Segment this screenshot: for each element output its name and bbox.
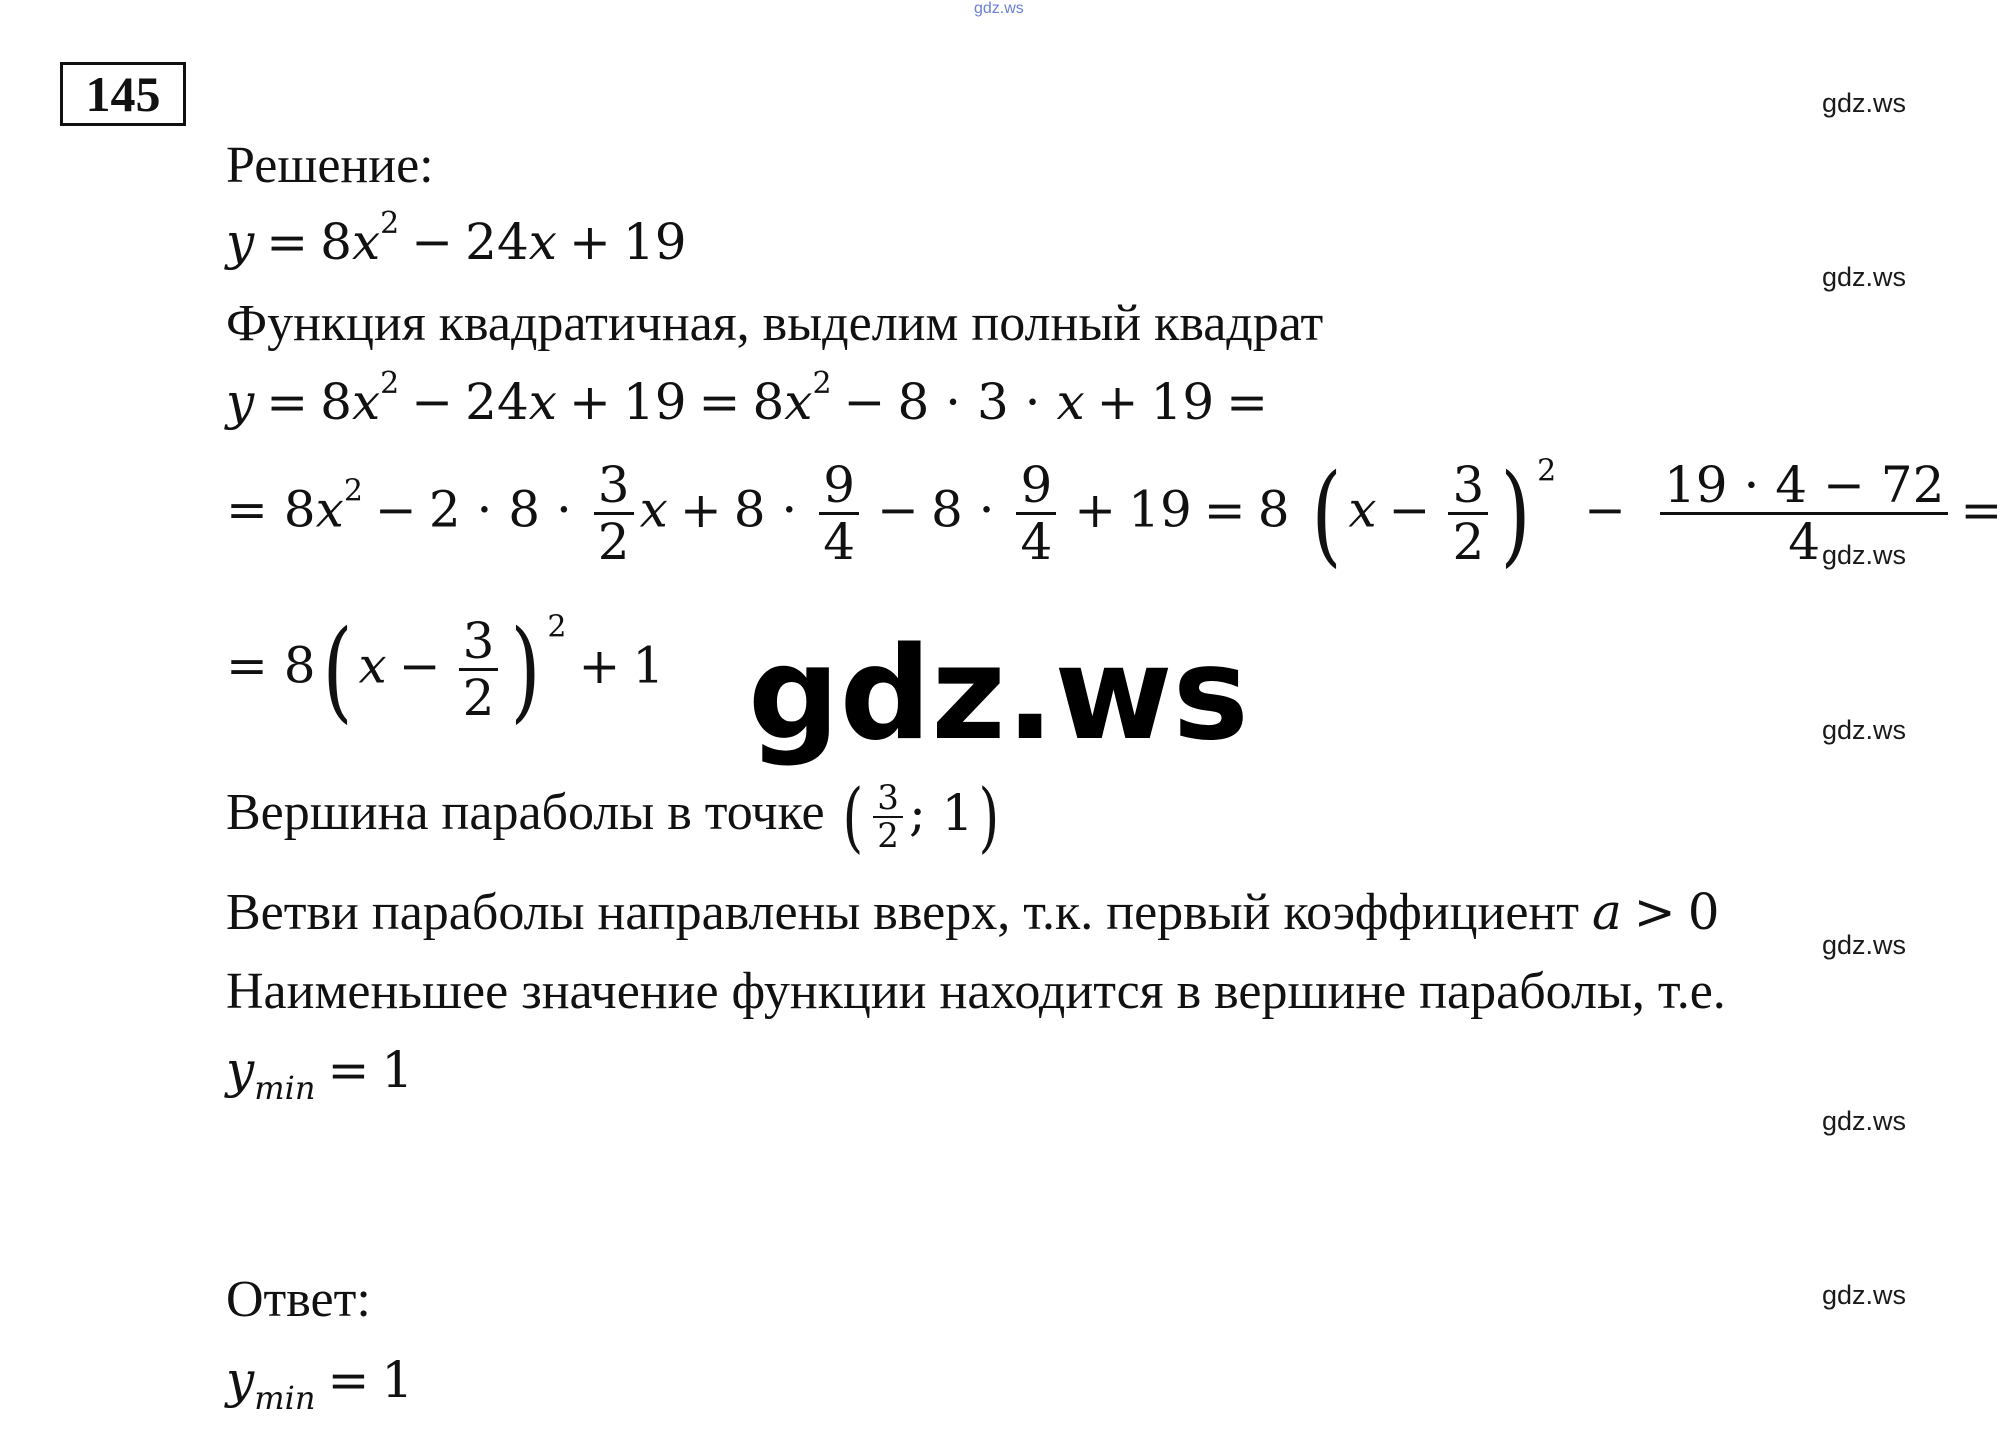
center-watermark: gdz.ws bbox=[748, 620, 1249, 769]
vertex-statement bbox=[226, 772, 1003, 861]
expansion-line-2: = $8x^2 - 2 \cdot 8$ · $\frac{3}{2}$ x + 8 · $\frac{9}{4}$ − 8 · $\frac{9}{4}$ + 19 = 8 ( x − $\frac{3}{2}$ ) $^2$ − $\frac{19 \cdot 4 - 72}{4}$ = bbox=[226, 449, 2002, 578]
branches-text: Ветви параболы направлены вверх, т.к. первый коэффициент bbox=[226, 884, 1579, 941]
branches-statement bbox=[226, 882, 1720, 943]
branches-condition: a > 0 bbox=[1591, 883, 1720, 941]
top-watermark: gdz.ws bbox=[974, 0, 1024, 17]
side-watermark: gdz.ws bbox=[1822, 88, 1907, 118]
vertex-value: ( $\frac{3}{2}$ ; 1) bbox=[842, 772, 999, 861]
expansion-line-1: $y = 8x^2 - 24x + 19 = 8x^2 - 8 \cdot 3 \cdot x + 19$ = bbox=[226, 366, 1269, 431]
min-statement: Наименьшее значение функции находится в вершине параболы, т.е. bbox=[226, 963, 1726, 1020]
answer-heading: Ответ: bbox=[226, 1271, 371, 1328]
side-watermark: gdz.ws bbox=[1822, 540, 1907, 570]
side-watermark: gdz.ws bbox=[1822, 262, 1907, 292]
answer-result: $y_{min} = 1$ bbox=[226, 1351, 414, 1417]
quadratic-statement: Функция квадратичная, выделим полный квадрат bbox=[226, 295, 1324, 352]
problem-number: 145 bbox=[60, 62, 186, 126]
side-watermark: gdz.ws bbox=[1822, 715, 1907, 745]
completed-square: = 8( x − $\frac{3}{2}$ ) $^2$+ 1 bbox=[226, 605, 665, 734]
side-watermark: gdz.ws bbox=[1822, 1106, 1907, 1136]
side-watermark: gdz.ws bbox=[1822, 930, 1907, 960]
min-result: $y_{min} = 1$ bbox=[226, 1041, 414, 1107]
solution-heading: Решение: bbox=[226, 137, 434, 194]
side-watermark: gdz.ws bbox=[1822, 1280, 1907, 1310]
vertex-text: Вершина параболы в точке bbox=[226, 783, 825, 841]
function-equation: $y = 8x^2 - 24x + 19$ bbox=[226, 206, 687, 271]
